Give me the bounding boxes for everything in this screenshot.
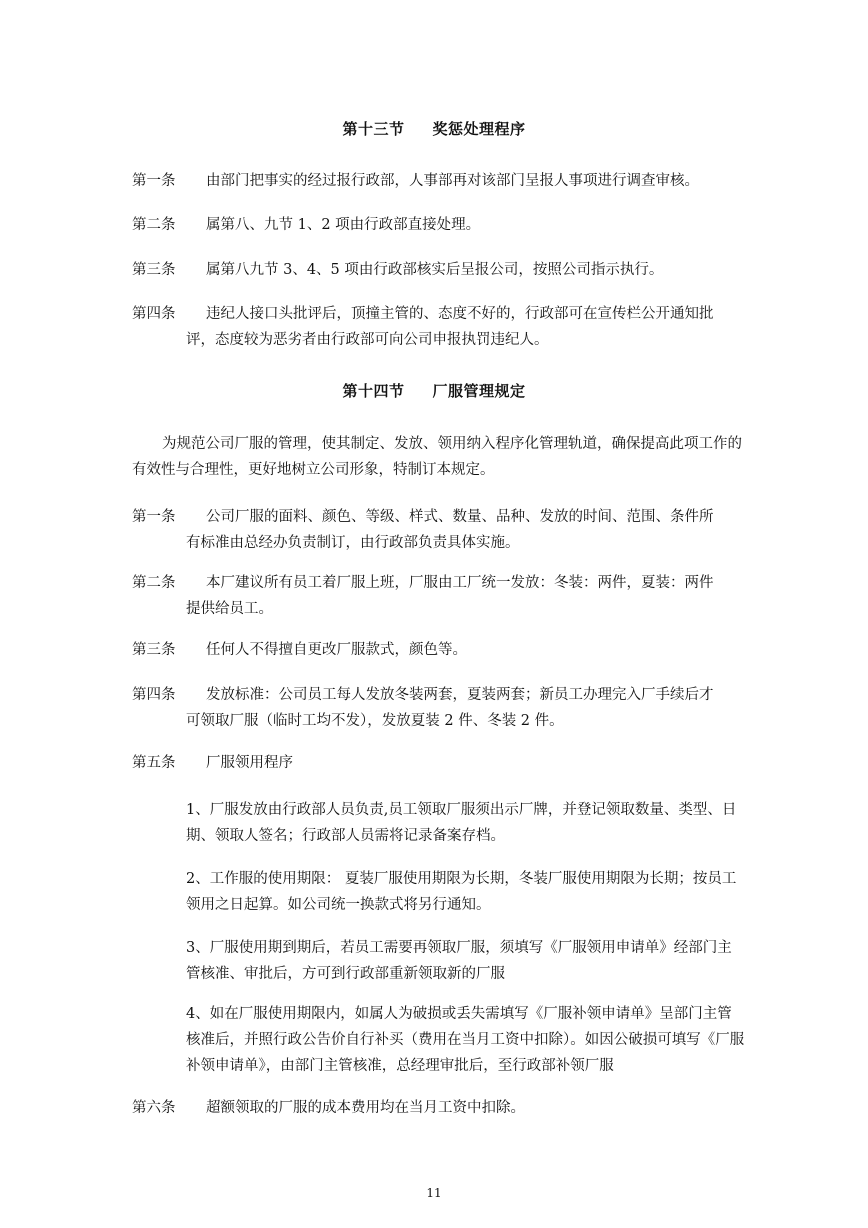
article-number: 第五条 bbox=[132, 755, 176, 771]
article-text-continued: 提供给员工。 bbox=[186, 601, 273, 617]
s13-article-4 bbox=[132, 301, 742, 353]
article-text: 属第八、九节 1、2 项由行政部直接处理。 bbox=[206, 217, 481, 233]
article-text: 违纪人接口头批评后，顶撞主管的、态度不好的，行政部可在宣传栏公开通知批 bbox=[206, 306, 714, 322]
article-number: 第一条 bbox=[132, 509, 176, 525]
article-number: 第四条 bbox=[132, 306, 176, 322]
section-13-heading bbox=[0, 118, 868, 139]
s14-article-1 bbox=[132, 504, 742, 556]
article-text-continued: 有标准由总经办负责制订，由行政部负责具体实施。 bbox=[186, 535, 520, 551]
procedure-item-2: 2、工作服的使用期限： 夏装厂服使用期限为长期，冬装厂服使用期限为长期；按员工领用之日起算。如公司统一换款式将另行通知。 bbox=[186, 871, 737, 913]
article-text: 由部门把事实的经过报行政部，人事部再对该部门呈报人事项进行调查审核。 bbox=[206, 173, 699, 189]
procedure-item-3: 3、厂服使用期到期后，若员工需要再领取厂服，须填写《厂服领用申请单》经部门主管核准、审批后，方可到行政部重新领取新的厂服 bbox=[186, 940, 732, 982]
article-number: 第一条 bbox=[132, 173, 176, 189]
section-14-title: 厂服管理规定 bbox=[432, 382, 526, 400]
s14-article-6 bbox=[132, 1095, 742, 1121]
section-13-number: 第十三节 bbox=[342, 120, 405, 138]
article-text: 厂服领用程序 bbox=[206, 755, 293, 771]
article-number: 第四条 bbox=[132, 687, 176, 703]
article-number: 第三条 bbox=[132, 642, 176, 658]
s14-intro-paragraph: 为规范公司厂服的管理，使其制定、发放、领用纳入程序化管理轨道，确保提高此项工作的有效性与合理性，更好地树立公司形象，特制订本规定。 bbox=[132, 436, 742, 478]
article-number: 第二条 bbox=[132, 217, 176, 233]
procedure-item-4: 4、如在厂服使用期限内，如属人为破损或丢失需填写《厂服补领申请单》呈部门主管核准后，并照行政公告价自行补买（费用在当月工资中扣除）。如因公破损可填写《厂服补领申请单》，由部门主管核准，总经理审批后，至行政部补领厂服 bbox=[186, 1006, 745, 1074]
section-14-heading bbox=[0, 380, 868, 401]
s14-article-3 bbox=[132, 637, 742, 663]
article-text: 发放标准：公司员工每人发放冬装两套，夏装两套；新员工办理完入厂手续后才 bbox=[206, 687, 714, 703]
article-text-continued: 评，态度较为恶劣者由行政部可向公司申报执罚违纪人。 bbox=[186, 332, 549, 348]
procedure-item-1: 1、厂服发放由行政部人员负责,员工领取厂服须出示厂牌，并登记领取数量、类型、日期、领取人签名；行政部人员需将记录备案存档。 bbox=[186, 802, 737, 844]
s14-article-4 bbox=[132, 682, 742, 734]
s13-article-2 bbox=[132, 212, 742, 238]
section-14-number: 第十四节 bbox=[342, 382, 405, 400]
article-text: 本厂建议所有员工着厂服上班，厂服由工厂统一发放：冬装：两件，夏装：两件 bbox=[206, 575, 714, 591]
article-number: 第六条 bbox=[132, 1100, 176, 1116]
s13-article-3 bbox=[132, 257, 742, 283]
article-number: 第三条 bbox=[132, 262, 176, 278]
article-text: 公司厂服的面料、颜色、等级、样式、数量、品种、发放的时间、范围、条件所 bbox=[206, 509, 714, 525]
section-13-title: 奖惩处理程序 bbox=[432, 120, 526, 138]
article-number: 第二条 bbox=[132, 575, 176, 591]
article-text-continued: 可领取厂服（临时工均不发），发放夏装 2 件、冬装 2 件。 bbox=[186, 713, 564, 729]
s14-article-5 bbox=[132, 750, 742, 776]
page-number: 11 bbox=[426, 1186, 442, 1200]
article-text: 超额领取的厂服的成本费用均在当月工资中扣除。 bbox=[206, 1100, 525, 1116]
article-text: 任何人不得擅自更改厂服款式，颜色等。 bbox=[206, 642, 467, 658]
s13-article-1 bbox=[132, 168, 742, 194]
article-text: 属第八九节 3、4、5 项由行政部核实后呈报公司，按照公司指示执行。 bbox=[206, 262, 664, 278]
s14-article-2 bbox=[132, 570, 742, 622]
